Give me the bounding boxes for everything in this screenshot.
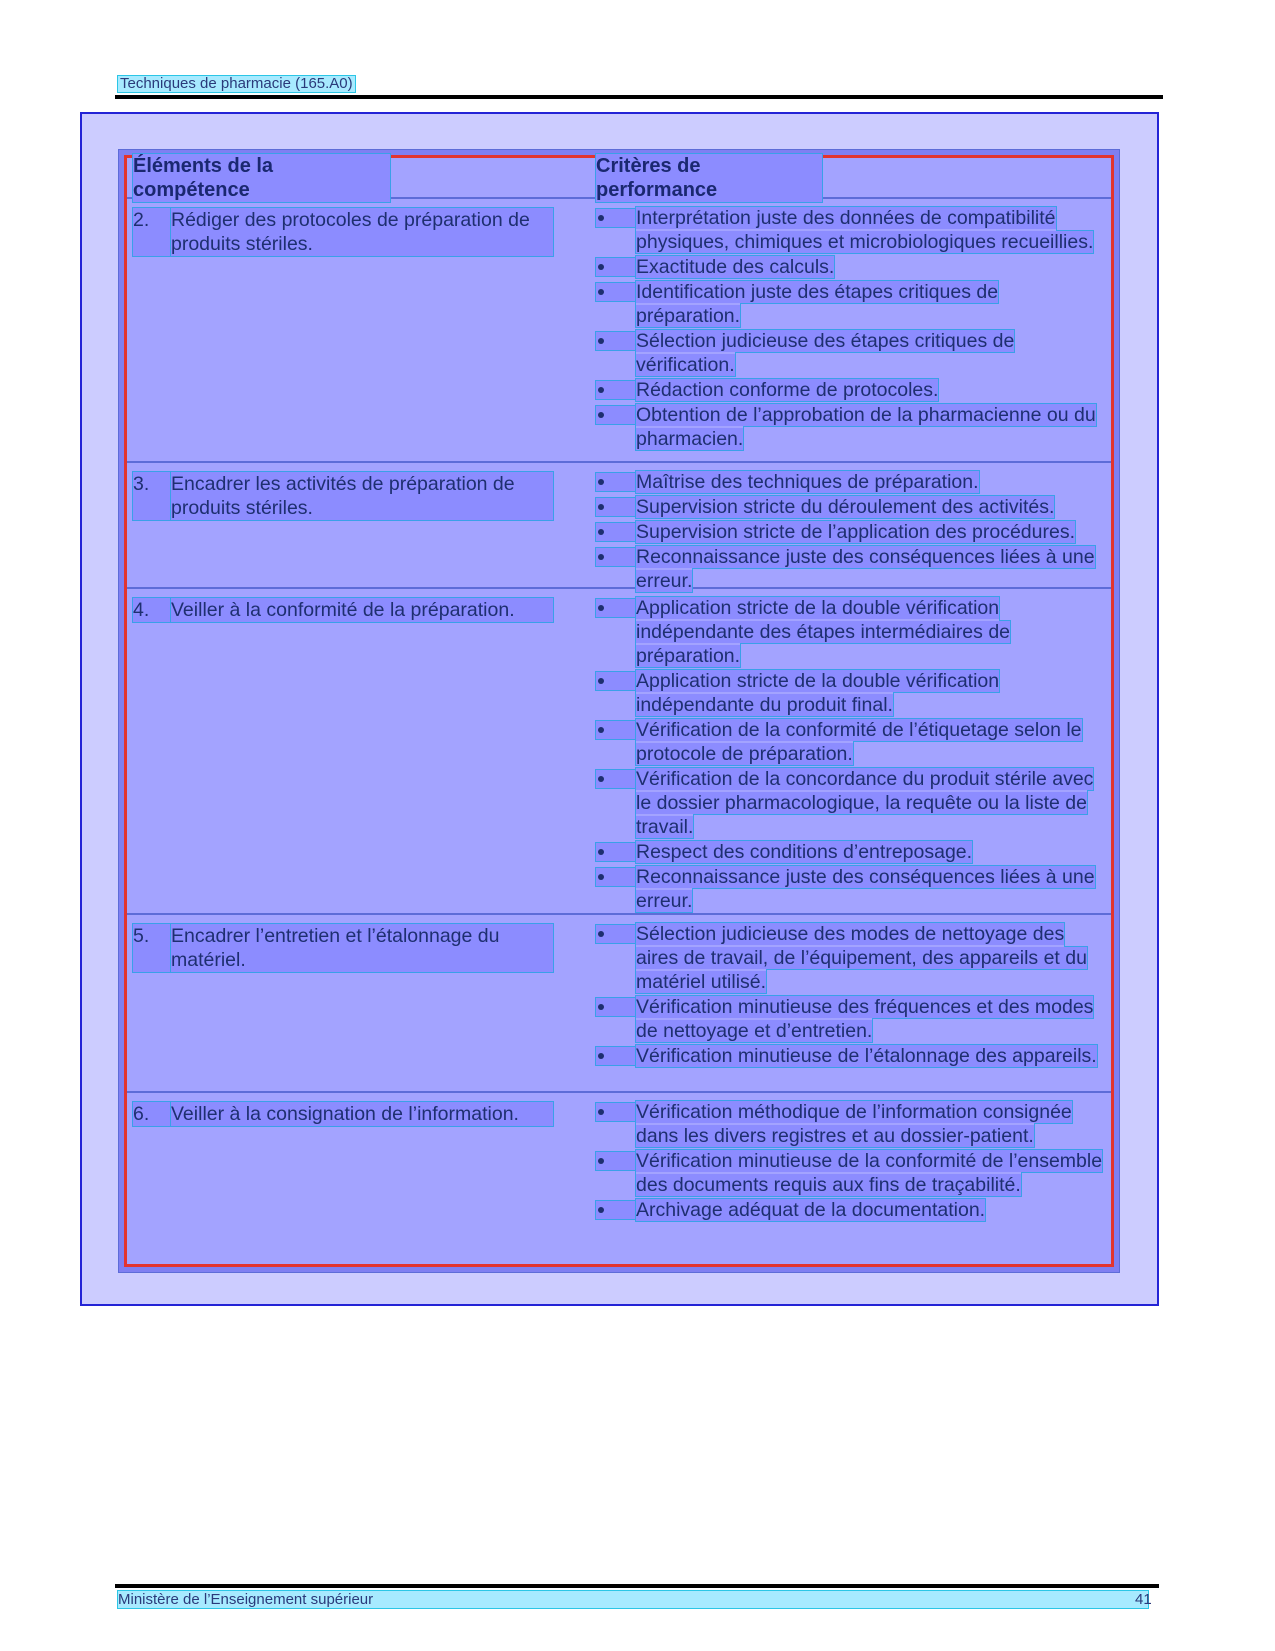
competence-element: [133, 472, 596, 520]
bullet-icon: [596, 672, 636, 690]
bullet-icon: [596, 843, 636, 861]
criterion-text: Interprétation juste des données de compatibilité physiques, chimiques et microbiologiques recueillies.: [636, 207, 1094, 253]
list-item: [596, 995, 1111, 1043]
element-text: Veiller à la conformité de la préparation.: [171, 598, 553, 622]
table-row: [127, 199, 1111, 463]
bullet-icon: [596, 332, 636, 350]
bullet-icon: [596, 523, 636, 541]
list-item: [596, 403, 1111, 451]
competence-element: [133, 598, 596, 622]
competence-table-container: [118, 149, 1120, 1273]
footer-publisher: Ministère de l’Enseignement supérieur: [118, 1591, 374, 1608]
element-number: 5.: [133, 924, 171, 972]
bullet-icon: [596, 998, 636, 1016]
criterion-text: Identification juste des étapes critiques de préparation.: [636, 281, 999, 327]
element-text: Encadrer l’entretien et l’étalonnage du matériel.: [171, 924, 553, 972]
element-number: 6.: [133, 1102, 171, 1126]
competence-element: [133, 1102, 596, 1126]
table-row: [127, 915, 1111, 1093]
list-item: [596, 1100, 1111, 1148]
bullet-icon: [596, 868, 636, 886]
element-number: 4.: [133, 598, 171, 622]
bullet-icon: [596, 473, 636, 491]
bullet-icon: [596, 925, 636, 943]
column-header-criteria: Critères de performance: [596, 154, 822, 202]
element-text: Encadrer les activités de préparation de produits stériles.: [171, 472, 553, 520]
bullet-icon: [596, 209, 636, 227]
element-number: 2.: [133, 208, 171, 256]
list-item: [596, 255, 1111, 279]
criterion-text: Vérification de la conformité de l’étiquetage selon le protocole de préparation.: [636, 719, 1082, 765]
table-body: [127, 199, 1111, 1245]
page-footer: [118, 1591, 1148, 1608]
criterion-text: Supervision stricte de l’application des procédures.: [636, 521, 1075, 543]
list-item: [596, 767, 1111, 839]
list-item: [596, 840, 1111, 864]
table-row: [127, 589, 1111, 915]
element-number: 3.: [133, 472, 171, 520]
list-item: [596, 1044, 1111, 1068]
table-row: [127, 463, 1111, 592]
list-item: [596, 1198, 1111, 1222]
performance-criteria-list: [596, 589, 1111, 920]
criterion-text: Vérification de la concordance du produit stérile avec le dossier pharmacologique, la requête ou la liste de travail.: [636, 768, 1094, 838]
bullet-icon: [596, 1201, 636, 1219]
criterion-text: Application stricte de la double vérification indépendante du produit final.: [636, 670, 1000, 716]
list-item: [596, 865, 1111, 913]
list-item: [596, 596, 1111, 668]
criterion-text: Vérification minutieuse de l’étalonnage des appareils.: [636, 1045, 1097, 1067]
list-item: [596, 206, 1111, 254]
footer-divider: [115, 1584, 1159, 1588]
page-header-title: Techniques de pharmacie (165.A0): [120, 75, 353, 92]
bullet-icon: [596, 258, 636, 276]
bullet-icon: [596, 721, 636, 739]
performance-criteria-list: [596, 1093, 1111, 1229]
bullet-icon: [596, 406, 636, 424]
competence-element: [133, 208, 596, 256]
criterion-text: Obtention de l’approbation de la pharmacienne ou du pharmacien.: [636, 404, 1096, 450]
list-item: [596, 669, 1111, 717]
bullet-icon: [596, 599, 636, 617]
performance-criteria-list: [596, 199, 1111, 458]
table-row: [127, 1093, 1111, 1245]
list-item: [596, 495, 1111, 519]
bullet-icon: [596, 1103, 636, 1121]
criterion-text: Vérification méthodique de l’information consignée dans les divers registres et au dossier-patient.: [636, 1101, 1072, 1147]
list-item: [596, 922, 1111, 994]
header-divider: [115, 95, 1163, 99]
list-item: [596, 280, 1111, 328]
criterion-text: Archivage adéquat de la documentation.: [636, 1199, 986, 1221]
bullet-icon: [596, 548, 636, 566]
bullet-icon: [596, 283, 636, 301]
column-header-elements: Éléments de la compétence: [133, 154, 390, 202]
criterion-text: Rédaction conforme de protocoles.: [636, 379, 939, 401]
table-header-row: [127, 154, 1111, 201]
list-item: [596, 520, 1111, 544]
performance-criteria-list: [596, 463, 1111, 600]
list-item: [596, 545, 1111, 593]
criterion-text: Supervision stricte du déroulement des activités.: [636, 496, 1055, 518]
criterion-text: Maîtrise des techniques de préparation.: [636, 471, 979, 493]
bullet-icon: [596, 381, 636, 399]
list-item: [596, 470, 1111, 494]
list-item: [596, 718, 1111, 766]
list-item: [596, 1149, 1111, 1197]
bullet-icon: [596, 1152, 636, 1170]
criterion-text: Sélection judicieuse des modes de nettoyage des aires de travail, de l’équipement, des appareils et du matériel utilisé.: [636, 923, 1087, 993]
performance-criteria-list: [596, 915, 1111, 1075]
criterion-text: Application stricte de la double vérification indépendante des étapes intermédiaires de préparation.: [636, 597, 1011, 667]
element-text: Veiller à la consignation de l’information.: [171, 1102, 553, 1126]
criterion-text: Reconnaissance juste des conséquences liées à une erreur.: [636, 866, 1095, 912]
bullet-icon: [596, 498, 636, 516]
list-item: [596, 329, 1111, 377]
criterion-text: Exactitude des calculs.: [636, 256, 835, 278]
page-number: 41: [1135, 1591, 1152, 1608]
element-text: Rédiger des protocoles de préparation de produits stériles.: [171, 208, 553, 256]
criterion-text: Sélection judicieuse des étapes critiques de vérification.: [636, 330, 1015, 376]
criterion-text: Respect des conditions d’entreposage.: [636, 841, 973, 863]
criterion-text: Vérification minutieuse de la conformité de l’ensemble des documents requis aux fins de traçabilité.: [636, 1150, 1103, 1196]
criterion-text: Vérification minutieuse des fréquences et des modes de nettoyage et d’entretien.: [636, 996, 1094, 1042]
bullet-icon: [596, 770, 636, 788]
competence-element: [133, 924, 596, 972]
bullet-icon: [596, 1047, 636, 1065]
criterion-text: Reconnaissance juste des conséquences liées à une erreur.: [636, 546, 1095, 592]
competence-table: [124, 155, 1114, 1267]
list-item: [596, 378, 1111, 402]
